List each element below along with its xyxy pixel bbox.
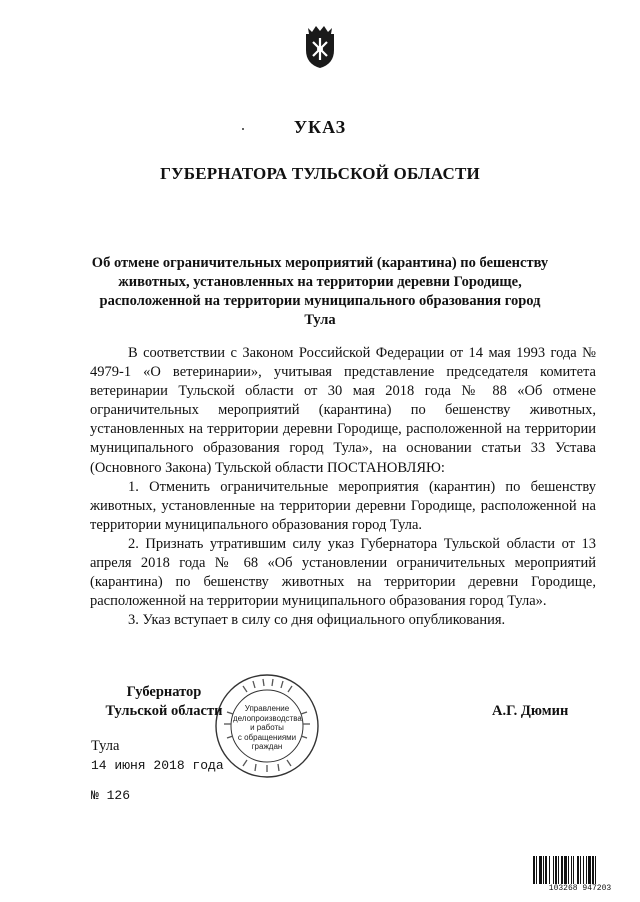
signatory-name: А.Г. Дюмин [492, 703, 569, 719]
stamp-line: с обращениями [237, 732, 297, 742]
decree-title: УКАЗ [293, 117, 347, 137]
signatory-role-line: Губернатор [126, 684, 202, 700]
body-paragraph-preamble: В соответствии с Законом Российской Федерации от 14 мая 1993 года № 4979-1 «О ветеринарии», учитывая представление председателя комитета ветеринарии Тульской области от 30 мая 2018 года № 88 «Об отмене ограничительных мероприятий (карантина) по бешенству животных, установленных на территории деревни Городище, расположенной на территории муниципального образования город Тула», на основании статьи 33 Устава (Основного Закона) Тульской области ПОСТАНОВЛЯЮ: [90, 345, 596, 476]
decree-subject: Об отмене ограничительных мероприятий (карантина) по бешенству животных, установленных на территории деревни Городище, расположенной на территории муниципального образования город Тула [91, 255, 549, 328]
barcode-icon [532, 856, 628, 886]
signatory-role [104, 683, 224, 721]
place-of-issue: Тула [91, 738, 120, 754]
issue-date: 14 июня 2018 года [91, 758, 224, 773]
body-paragraph-3: 3. Указ вступает в силу со дня официального опубликования. [128, 612, 506, 629]
coat-of-arms-icon [300, 20, 340, 70]
decree-number: № 126 [91, 788, 131, 803]
barcode-digits: 103268 947203 [548, 884, 612, 893]
signatory-role-line: Тульской области [105, 703, 223, 719]
issuer-title: ГУБЕРНАТОРА ТУЛЬСКОЙ ОБЛАСТИ [160, 164, 480, 183]
stamp-line: граждан [251, 742, 283, 751]
body-paragraph-1: 1. Отменить ограничительные мероприятия (карантин) по бешенству животных, установленные на территории деревни Городище, расположенной на территории муниципального образования город Тула. [90, 478, 596, 533]
body-paragraph-2: 2. Признать утратившим силу указ Губернатора Тульской области от 13 апреля 2018 года № 68 «Об установлении ограничительных мероприятий (карантина) по бешенству животных на территории деревни Городище, расположенной на территории муниципального образования город Тула». [90, 535, 596, 610]
stamp-line: и работы [250, 723, 284, 732]
stamp-text [233, 704, 301, 752]
stamp-line: Управление [244, 704, 290, 713]
stamp-line: делопроизводства [233, 713, 302, 723]
decree-body [90, 344, 596, 630]
